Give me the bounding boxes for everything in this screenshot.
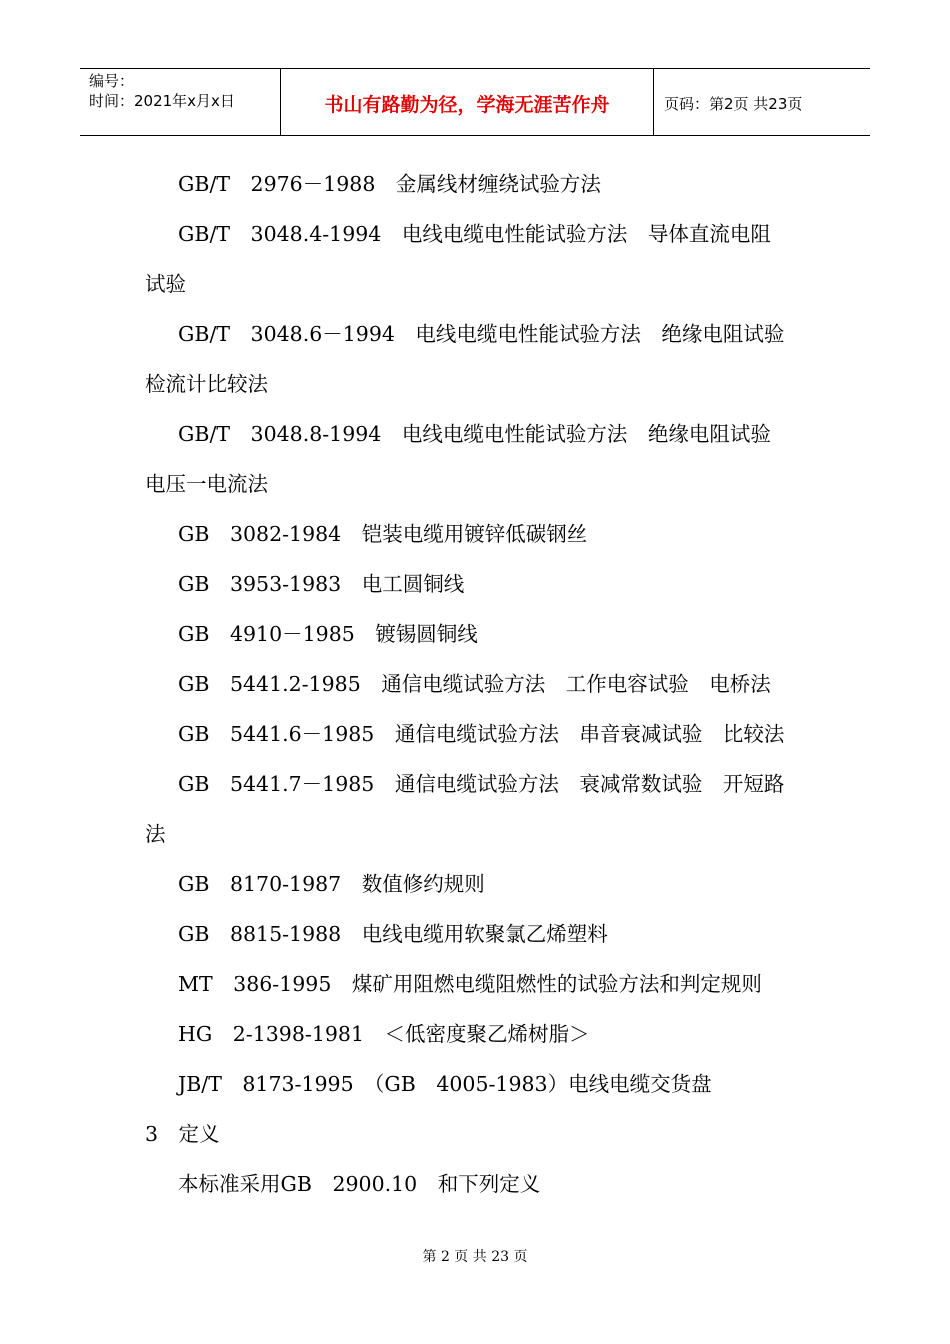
text-line-continuation: 法: [145, 822, 166, 846]
text-line: GB 5441.6－1985 通信电缆试验方法 串音衰减试验 比较法: [178, 722, 785, 746]
text-line-continuation: 电压一电流法: [145, 472, 268, 496]
time-label: 时间：2021年x月x日: [89, 92, 235, 110]
page-header: [80, 68, 870, 136]
text-line: GB/T 2976－1988 金属线材缠绕试验方法: [178, 172, 601, 196]
header-left-cell: [80, 69, 281, 135]
text-line: MT 386-1995 煤矿用阻燃电缆阻燃性的试验方法和判定规则: [178, 972, 762, 996]
text-line: GB/T 3048.6－1994 电线电缆电性能试验方法 绝缘电阻试验: [178, 322, 785, 346]
document-body: [145, 159, 825, 1209]
text-line: JB/T 8173-1995 （GB 4005-1983）电线电缆交货盘: [178, 1072, 712, 1096]
text-line-continuation: 试验: [145, 272, 186, 296]
text-line: GB 5441.2-1985 通信电缆试验方法 工作电容试验 电桥法: [178, 672, 771, 696]
section-heading: 3 定义: [145, 1122, 220, 1146]
text-line: GB 3082-1984 铠装电缆用镀锌低碳钢丝: [178, 522, 588, 546]
text-line: GB 3953-1983 电工圆铜线: [178, 572, 465, 596]
text-line: GB 5441.7－1985 通信电缆试验方法 衰减常数试验 开短路: [178, 772, 785, 796]
text-line-continuation: 检流计比较法: [145, 372, 268, 396]
text-line: GB/T 3048.8-1994 电线电缆电性能试验方法 绝缘电阻试验: [178, 422, 771, 446]
text-line: GB 4910－1985 镀锡圆铜线: [178, 622, 478, 646]
text-line: GB/T 3048.4-1994 电线电缆电性能试验方法 导体直流电阻: [178, 222, 771, 246]
text-line: 本标准采用GB 2900.10 和下列定义: [178, 1172, 541, 1196]
text-line: HG 2-1398-1981 ＜低密度聚乙烯树脂＞: [178, 1022, 590, 1046]
header-page-info: 页码：第2页 共23页: [664, 94, 803, 113]
number-label: 编号：: [89, 72, 135, 90]
text-line: GB 8815-1988 电线电缆用软聚氯乙烯塑料: [178, 922, 608, 946]
text-line: GB 8170-1987 数值修约规则: [178, 872, 485, 896]
page-footer: 第 2 页 共 23 页: [422, 1249, 528, 1265]
header-motto: 书山有路勤为径，学海无涯苦作舟: [281, 69, 654, 135]
